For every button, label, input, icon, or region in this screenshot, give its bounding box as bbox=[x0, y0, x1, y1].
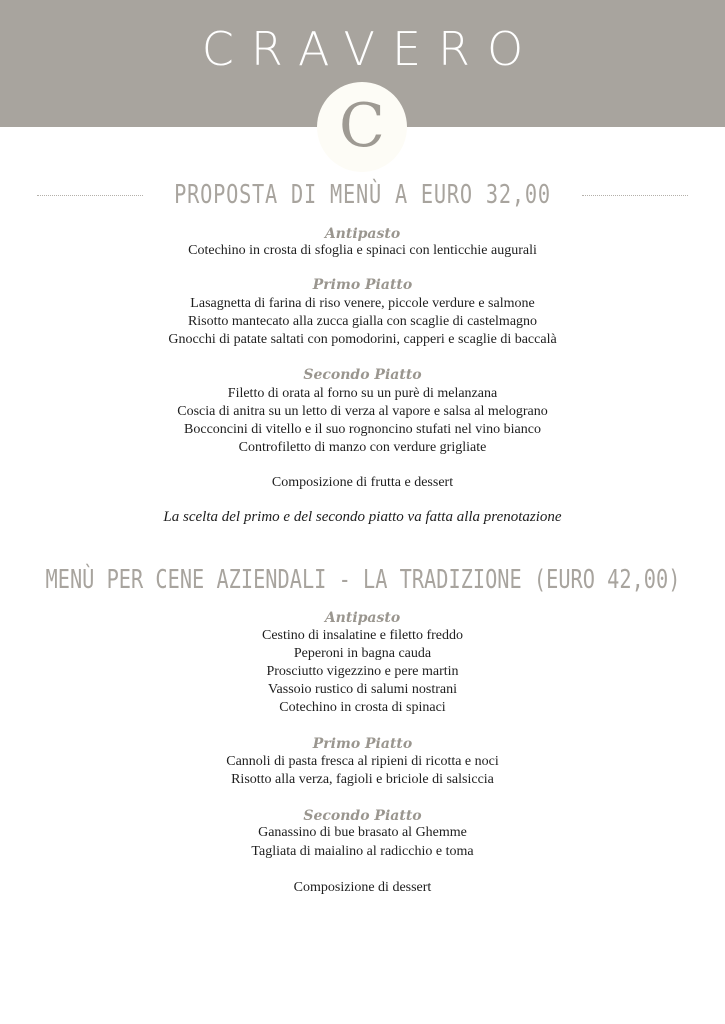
menu2-antipasto-item: Vassoio rustico di salumi nostrani bbox=[268, 682, 457, 697]
divider bbox=[582, 195, 688, 196]
menu2-dessert: Composizione di dessert bbox=[293, 880, 432, 895]
menu1-primo-item: Gnocchi di patate saltati con pomodorini, capperi e scaglie di baccalà bbox=[168, 332, 557, 347]
logo bbox=[317, 82, 407, 172]
menu1-secondo-item: Filetto di orata al forno su un purè di melanzana bbox=[227, 386, 498, 401]
menu2-secondo-item: Tagliata di maialino al radicchio e toma bbox=[251, 844, 474, 859]
menu1-secondo-item: Controfiletto di manzo con verdure grigliate bbox=[238, 440, 487, 455]
menu1-secondo-item: Bocconcini di vitello e il suo rognoncino stufati nel vino bianco bbox=[184, 422, 541, 437]
menu1-antipasto-item: Cotechino in crosta di sfoglia e spinaci con lenticchie augurali bbox=[188, 243, 537, 258]
menu1-primo-item: Risotto mantecato alla zucca gialla con scaglie di castelmagno bbox=[187, 314, 538, 329]
menu1-primo-item: Lasagnetta di farina di riso venere, piccole verdure e salmone bbox=[190, 296, 535, 311]
logo-letter: C bbox=[339, 91, 385, 161]
menu2-primo-title: Primo Piatto bbox=[312, 736, 413, 752]
menu1-secondo-title: Secondo Piatto bbox=[303, 367, 422, 383]
menu1-heading-text: PROPOSTA DI MENÙ A EURO 32,00 bbox=[174, 180, 551, 210]
menu2-antipasto-item: Prosciutto vigezzino e pere martin bbox=[266, 664, 459, 679]
menu2-secondo-item: Ganassino di bue brasato al Ghemme bbox=[258, 825, 467, 840]
menu1-dessert: Composizione di frutta e dessert bbox=[271, 475, 454, 490]
menu1-heading bbox=[0, 180, 725, 210]
menu2-primo-item: Cannoli di pasta fresca al ripieni di ricotta e noci bbox=[226, 754, 499, 769]
menu1-secondo-item: Coscia di anitra su un letto di verza al vapore e salsa al melograno bbox=[177, 404, 548, 419]
menu2-secondo-title: Secondo Piatto bbox=[303, 808, 422, 824]
menu2-antipasto-item: Peperoni in bagna cauda bbox=[293, 646, 432, 661]
menu2-antipasto-item: Cotechino in crosta di spinaci bbox=[279, 700, 446, 715]
menu1-primo-title: Primo Piatto bbox=[312, 277, 413, 293]
brand-title: CRAVERO bbox=[201, 22, 541, 76]
menu2-heading bbox=[0, 565, 725, 595]
menu2-antipasto-item: Cestino di insalatine e filetto freddo bbox=[261, 628, 463, 643]
menu2-antipasto-title: Antipasto bbox=[324, 610, 401, 626]
menu1-antipasto-title: Antipasto bbox=[324, 226, 401, 242]
divider bbox=[37, 195, 143, 196]
menu2-heading-text: MENÙ PER CENE AZIENDALI - LA TRADIZIONE (EURO 42,00) bbox=[45, 565, 680, 595]
menu1-note: La scelta del primo e del secondo piatto va fatta alla prenotazione bbox=[163, 509, 562, 525]
menu2-primo-item: Risotto alla verza, fagioli e briciole di salsiccia bbox=[231, 772, 494, 787]
